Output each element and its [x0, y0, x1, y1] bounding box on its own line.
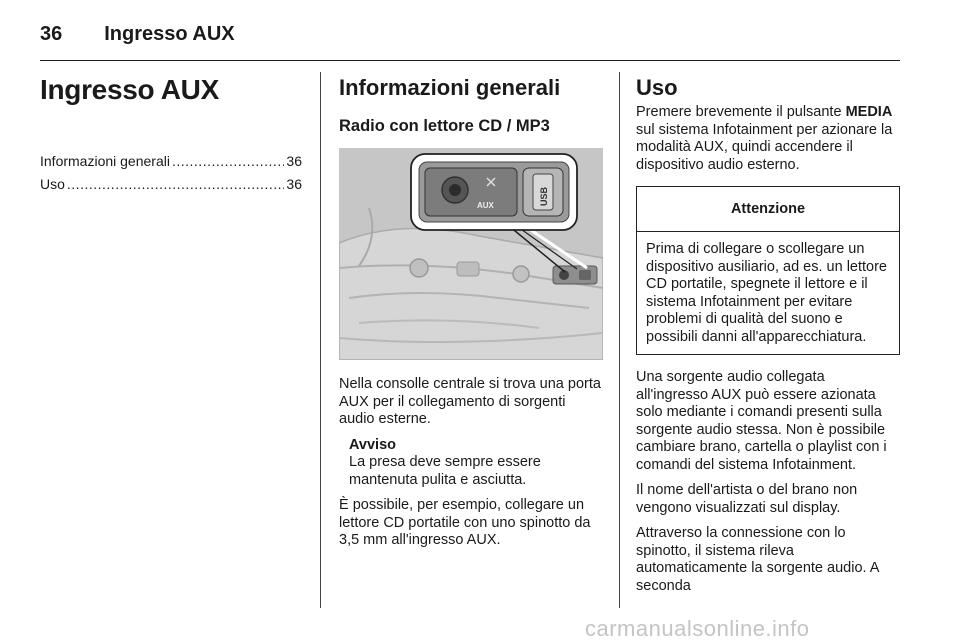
left-column — [40, 72, 302, 196]
toc-entry-informazioni[interactable] — [40, 150, 302, 173]
column-divider-left — [320, 72, 321, 608]
chapter-title: Ingresso AUX — [40, 74, 219, 105]
toc-label: Uso — [40, 176, 65, 192]
page-number: 36 — [40, 22, 63, 45]
header-rule — [40, 60, 900, 61]
page-header — [40, 20, 235, 48]
table-of-contents — [40, 150, 302, 196]
toc-leader — [172, 150, 284, 173]
middle-column — [339, 72, 603, 550]
intro-text-start: Premere brevemente il pulsante — [636, 104, 846, 120]
paragraph-display: Il nome dell'artista o del brano non vengono visualizzati sul display. — [636, 482, 858, 516]
subsection-heading: Radio con lettore CD / MP3 — [339, 117, 550, 135]
warning-box — [636, 186, 900, 355]
console-drawing — [339, 148, 603, 360]
paragraph-cd-player: È possibile, per esempio, collegare un lettore CD portatile con uno spinotto da 3,5 mm all'ingresso AUX. — [339, 497, 591, 548]
warning-text: Prima di collegare o scollegare un dispositivo ausiliario, ad es. un lettore CD portatile, spegnete il lettore e il sistema Infotainment per evitare problemi di qualità del suono e possibili danni all'apparecchiatura. — [646, 241, 887, 345]
usb-label: USB — [539, 186, 549, 206]
aux-port-illustration — [339, 148, 603, 360]
media-button-label: MEDIA — [845, 104, 893, 120]
toc-label: Informazioni generali — [40, 153, 170, 169]
paragraph-auto-detect: Attraverso la connessione con lo spinotto, il sistema rileva automaticamente la sorgente audio. A seconda — [636, 525, 879, 594]
aux-label: AUX — [477, 201, 494, 210]
toc-entry-uso[interactable] — [40, 173, 302, 196]
section-heading-general: Informazioni generali — [339, 75, 561, 100]
intro-text-end: sul sistema Infotainment per azionare la modalità AUX, quindi accendere il dispositivo audio esterno. — [636, 121, 893, 173]
paragraph-media-intro — [636, 104, 900, 174]
toc-page: 36 — [286, 176, 302, 192]
section-heading-uso: Uso — [636, 75, 678, 100]
note-title: Avviso — [349, 436, 397, 453]
warning-title: Attenzione — [637, 187, 899, 232]
note-text: La presa deve sempre essere mantenuta pulita e asciutta. — [349, 454, 541, 488]
toc-page: 36 — [286, 153, 302, 169]
column-divider-right — [619, 72, 620, 608]
watermark: carmanualsonline.info — [585, 616, 810, 641]
paragraph-aux-location: Nella consolle centrale si trova una porta AUX per il collegamento di sorgenti audio esterne. — [339, 376, 601, 427]
note-box — [349, 437, 603, 490]
running-title: Ingresso AUX — [104, 22, 235, 45]
paragraph-aux-control: Una sorgente audio collegata all'ingresso AUX può essere azionata solo mediante i comandi presenti sulla sorgente audio stessa. Non è possibile cambiare brano, cartella o playlist con i comandi del sistema Infotainment. — [636, 369, 887, 473]
right-column — [636, 72, 900, 595]
toc-leader — [67, 173, 285, 196]
